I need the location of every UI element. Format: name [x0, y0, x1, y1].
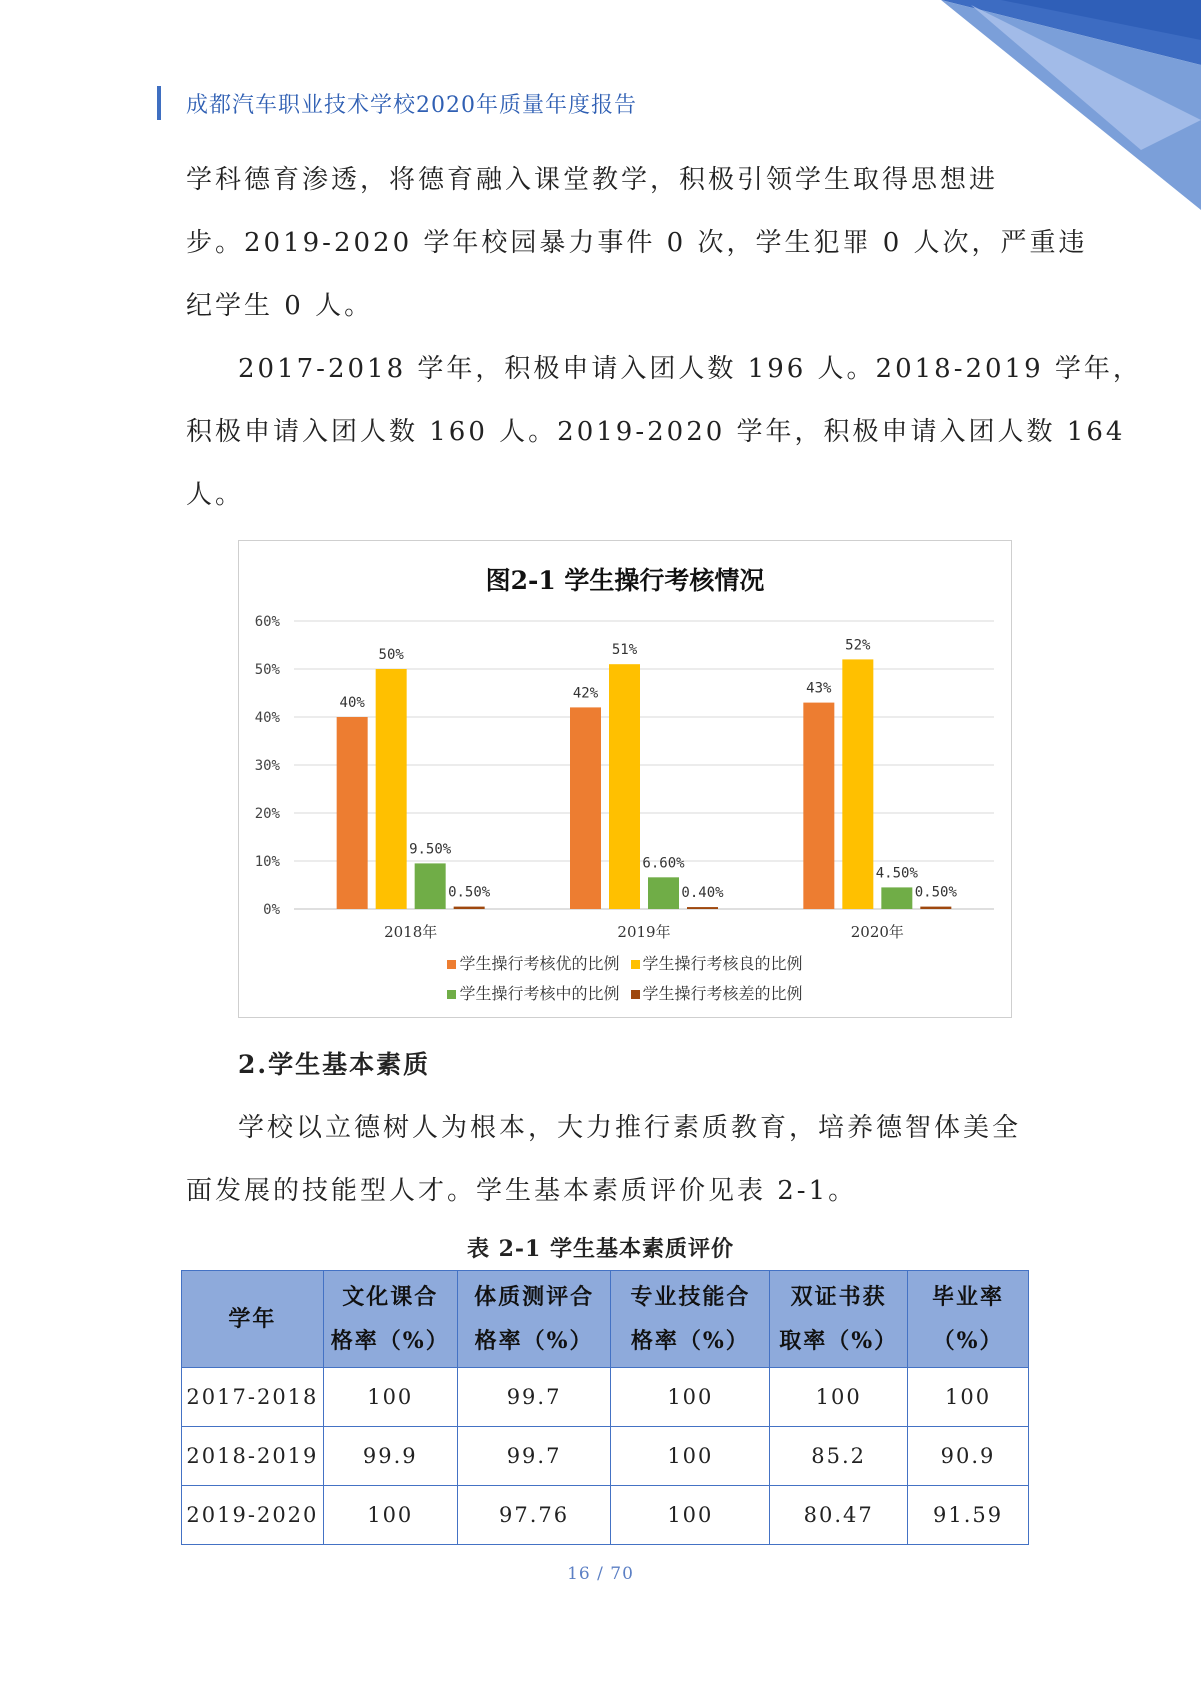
y-tick-label: 50% — [254, 662, 280, 678]
table-cell: 99.7 — [457, 1368, 611, 1427]
x-tick-label: 2019年 — [617, 923, 671, 941]
table-cell: 90.9 — [908, 1427, 1029, 1486]
paragraph-line: 2017-2018 学年，积极申请入团人数 196 人。2018-2019 学年， — [238, 354, 1142, 384]
data-label: 40% — [339, 695, 365, 711]
paragraph-line: 人。 — [186, 480, 245, 510]
bar — [842, 659, 873, 909]
x-tick-label: 2020年 — [850, 923, 904, 941]
paragraph-line: 步。2019-2020 学年校园暴力事件 0 次，学生犯罪 0 人次，严重违 — [186, 228, 1088, 258]
table-cell: 80.47 — [770, 1486, 908, 1545]
page-number: 16 / 70 — [567, 1564, 634, 1584]
table-header-cell: 毕业率 （%） — [908, 1271, 1029, 1368]
legend-item: 学生操行考核优的比例 — [447, 951, 619, 974]
chart-title: 图2-1 学生操行考核情况 — [485, 566, 765, 595]
bar — [376, 669, 407, 909]
table-header-cell: 学年 — [182, 1271, 324, 1368]
quality-table — [181, 1270, 1029, 1545]
table-header-cell: 文化课合 格率（%） — [323, 1271, 457, 1368]
bar — [648, 877, 679, 909]
bar — [881, 887, 912, 909]
legend-item: 学生操行考核中的比例 — [447, 981, 619, 1004]
table-cell: 100 — [323, 1486, 457, 1545]
paragraph-line: 学校以立德树人为根本，大力推行素质教育，培养德智体美全 — [238, 1113, 1022, 1143]
bar — [337, 717, 368, 909]
table-cell: 100 — [611, 1427, 770, 1486]
bar — [609, 664, 640, 909]
legend-row-1 — [239, 951, 1011, 974]
table-cell: 99.9 — [323, 1427, 457, 1486]
table-header-cell: 双证书获 取率（%） — [770, 1271, 908, 1368]
paragraph-line: 积极申请入团人数 160 人。2019-2020 学年，积极申请入团人数 164 — [186, 417, 1126, 447]
y-tick-label: 40% — [254, 710, 280, 726]
bar — [570, 707, 601, 909]
table-cell: 85.2 — [770, 1427, 908, 1486]
data-label: 0.50% — [914, 884, 957, 901]
bar — [920, 907, 951, 909]
y-tick-label: 30% — [254, 758, 280, 774]
table-row — [182, 1486, 1029, 1545]
table-row — [182, 1427, 1029, 1486]
table-cell: 100 — [611, 1486, 770, 1545]
paragraph-line: 面发展的技能型人才。学生基本素质评价见表 2-1。 — [186, 1176, 858, 1206]
x-tick-label: 2018年 — [384, 923, 438, 941]
table-cell: 91.59 — [908, 1486, 1029, 1545]
data-label: 52% — [845, 637, 871, 654]
paragraph-line: 学科德育渗透，将德育融入课堂教学，积极引领学生取得思想进 — [186, 165, 999, 195]
table-cell: 97.76 — [457, 1486, 611, 1545]
y-tick-label: 10% — [254, 854, 280, 870]
chart-plot — [239, 541, 1011, 1017]
header-accent-bar — [157, 86, 161, 120]
table-row — [182, 1368, 1029, 1427]
y-tick-label: 60% — [254, 614, 280, 630]
table-header-cell: 专业技能合 格率（%） — [611, 1271, 770, 1368]
y-tick-label: 0% — [263, 902, 280, 918]
bar — [687, 907, 718, 909]
data-label: 51% — [611, 642, 638, 659]
y-tick-label: 20% — [254, 806, 280, 822]
bar — [803, 703, 834, 909]
legend-item: 学生操行考核差的比例 — [631, 981, 803, 1004]
table-cell: 99.7 — [457, 1427, 611, 1486]
table-cell: 2017-2018 — [182, 1368, 324, 1427]
table-cell: 2019-2020 — [182, 1486, 324, 1545]
section-heading: 2.学生基本素质 — [238, 1050, 431, 1079]
table-cell: 100 — [908, 1368, 1029, 1427]
table-cell: 100 — [770, 1368, 908, 1427]
data-label: 0.50% — [448, 884, 491, 901]
legend-row-2 — [239, 981, 1011, 1004]
data-label: 9.50% — [409, 841, 452, 858]
bar — [454, 907, 485, 909]
table-cell: 100 — [611, 1368, 770, 1427]
paragraph-line: 纪学生 0 人。 — [186, 291, 374, 321]
table-header-cell: 体质测评合 格率（%） — [457, 1271, 611, 1368]
bar-chart — [238, 540, 1012, 1018]
table-caption: 表 2-1 学生基本素质评价 — [466, 1236, 735, 1262]
data-label: 42% — [572, 685, 599, 702]
table-cell: 2018-2019 — [182, 1427, 324, 1486]
table-header-row — [182, 1271, 1029, 1368]
legend-item: 学生操行考核良的比例 — [631, 951, 803, 974]
header-title: 成都汽车职业技术学校2020年质量年度报告 — [186, 93, 637, 118]
table-cell: 100 — [323, 1368, 457, 1427]
data-label: 6.60% — [642, 855, 685, 872]
bar — [415, 863, 446, 909]
data-label: 43% — [806, 680, 832, 697]
data-label: 4.50% — [875, 865, 918, 882]
data-label: 50% — [378, 647, 404, 663]
data-label: 0.40% — [681, 885, 724, 902]
